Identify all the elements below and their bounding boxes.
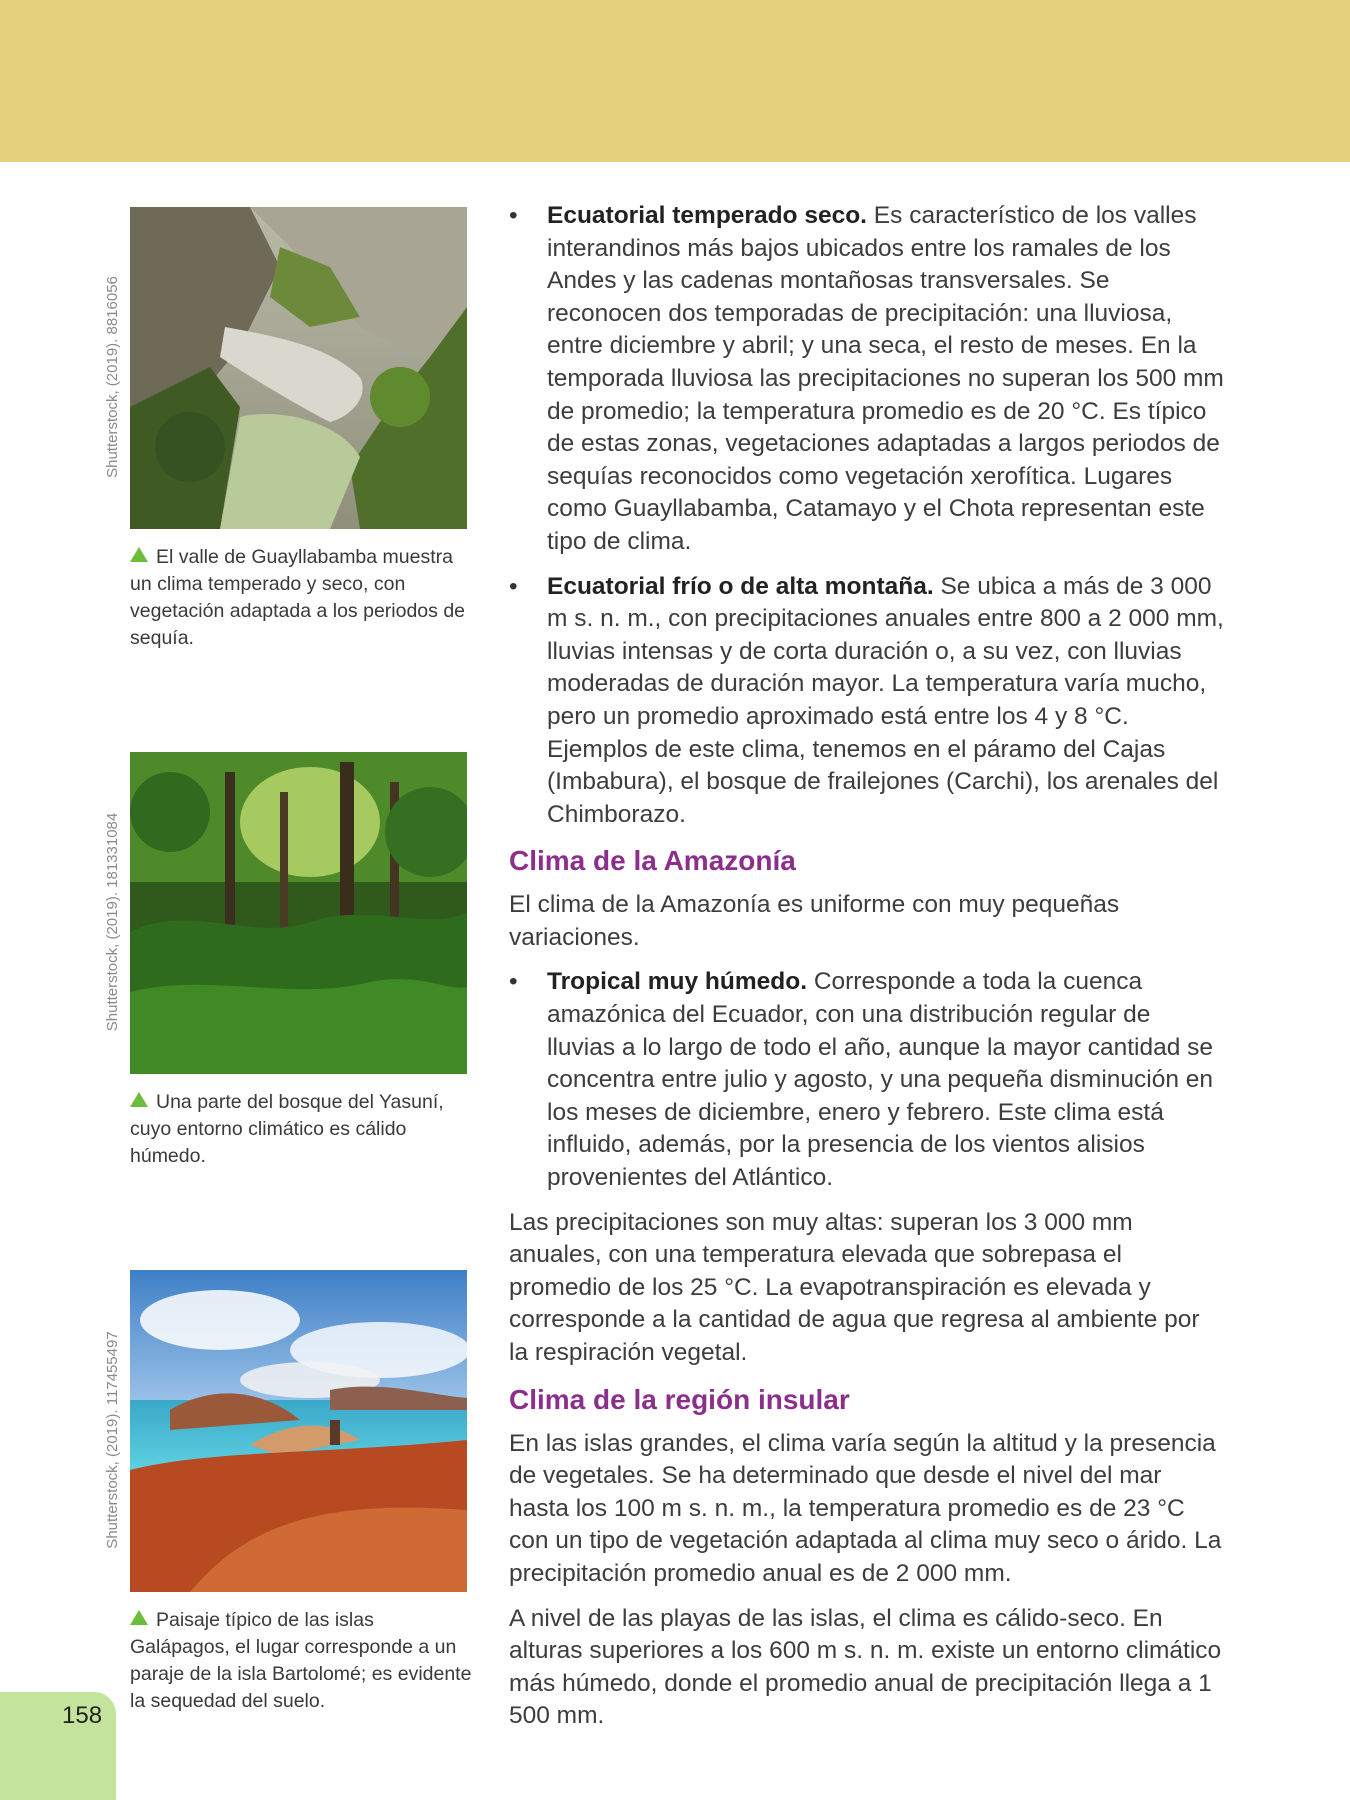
triangle-up-icon [130, 547, 148, 562]
bullet-dot: • [509, 202, 518, 229]
photo-yasuni-forest [130, 752, 467, 1074]
bullet-text: Se ubica a más de 3 000 m s. n. m., con precipitaciones anuales entre 800 a 2 000 mm, lluvias intensas y de corta duración o, a su vez, con lluvias moderadas de duración mayor. La temperatura varía mucho, pero un promedio aproximado está entre los 4 y 8 °C. Ejemplos de este clima, tenemos en el páramo del Cajas (Imbabura), el bosque de frailejones (Carchi), los arenales del Chimborazo. [547, 572, 1224, 828]
triangle-up-icon [130, 1092, 148, 1107]
photo-credit: Shutterstock, (2019). 8816056 [104, 276, 121, 478]
bullet-term: Ecuatorial temperado seco. [547, 202, 867, 229]
photo-caption: El valle de Guayllabamba muestra un clima temperado y seco, con vegetación adaptada a los periodos de sequía. [130, 546, 466, 649]
photo-credit: Shutterstock, (2019). 117455497 [104, 1331, 121, 1549]
bullet-dot: • [509, 572, 518, 600]
heading-clima-amazonia: Clima de la Amazonía [509, 845, 796, 877]
bullet-tropical-muy-humedo [509, 966, 1224, 1194]
bullet-term: Tropical muy húmedo. [547, 968, 808, 996]
heading-clima-insular: Clima de la región insular [509, 1383, 850, 1415]
photo-caption: Paisaje típico de las islas Galápagos, el lugar corresponde a un paraje de la isla Bartolomé; es evidente la sequedad del suelo. [130, 1609, 472, 1712]
paragraph: Las precipitaciones son muy altas: superan los 3 000 mm anuales, con una temperatura elevada que sobrepasa el promedio de los 25 °C. La evapotranspiración es elevada y corresponde a la cantidad de agua que regresa al ambiente por la respiración vegetal. [509, 1208, 1200, 1366]
photo-credit: Shutterstock, (2019). 181331084 [104, 812, 121, 1032]
bullet-dot: • [509, 968, 518, 996]
bullet-ecuatorial-frio [509, 571, 1224, 832]
paragraph: En las islas grandes, el clima varía según la altitud y la presencia de vegetales. Se ha determinado que desde el nivel del mar hasta los 100 m s. n. m., la temperatura promedio es de 23 °C con un tipo de vegetación adaptada al clima muy seco o árido. La precipitación promedio anual es de 2 000 mm. [509, 1429, 1222, 1587]
bullet-ecuatorial-temperado-seco [509, 200, 1224, 559]
photo-bartolome-island [130, 1270, 467, 1592]
bullet-term: Ecuatorial frío o de alta montaña. [547, 572, 934, 600]
paragraph: El clima de la Amazonía es uniforme con muy pequeñas variaciones. [509, 891, 1120, 951]
photo-guayllabamba-valley [130, 207, 467, 529]
triangle-up-icon [130, 1610, 148, 1625]
paragraph: A nivel de las playas de las islas, el clima es cálido-seco. En alturas superiores a los 600 m s. n. m. existe un entorno climático más húmedo, donde el promedio anual de precipitación llega a 1 500 mm. [509, 1604, 1222, 1730]
header-band [0, 0, 1350, 162]
bullet-text: Corresponde a toda la cuenca amazónica del Ecuador, con una distribución regular de lluvias a lo largo de todo el año, aunque la mayor cantidad se concentra entre julio y agosto, y una pequeña disminución en los meses de diciembre, enero y febrero. Este clima está influido, además, por la presencia de los vientos alisios provenientes del Atlántico. [547, 968, 1214, 1192]
bullet-text: Es característico de los valles interandinos más bajos ubicados entre los ramales de los Andes y las cadenas montañosas transversales. Se reconocen dos temporadas de precipitación: una lluviosa, entre diciembre y abril; y una seca, el resto de meses. En la temporada lluviosa las precipitaciones no superan los 500 mm de promedio; la temperatura promedio es de 20 °C. Es típico de estas zonas, vegetaciones adaptadas a largos periodos de sequías reconocidos como vegetación xerofítica. Lugares como Guayllabamba, Catamayo y el Chota representan este tipo de clima. [547, 202, 1224, 555]
page-number: 158 [62, 1702, 103, 1729]
photo-caption: Una parte del bosque del Yasuní, cuyo entorno climático es cálido húmedo. [130, 1091, 444, 1167]
main-text [509, 200, 1224, 1745]
